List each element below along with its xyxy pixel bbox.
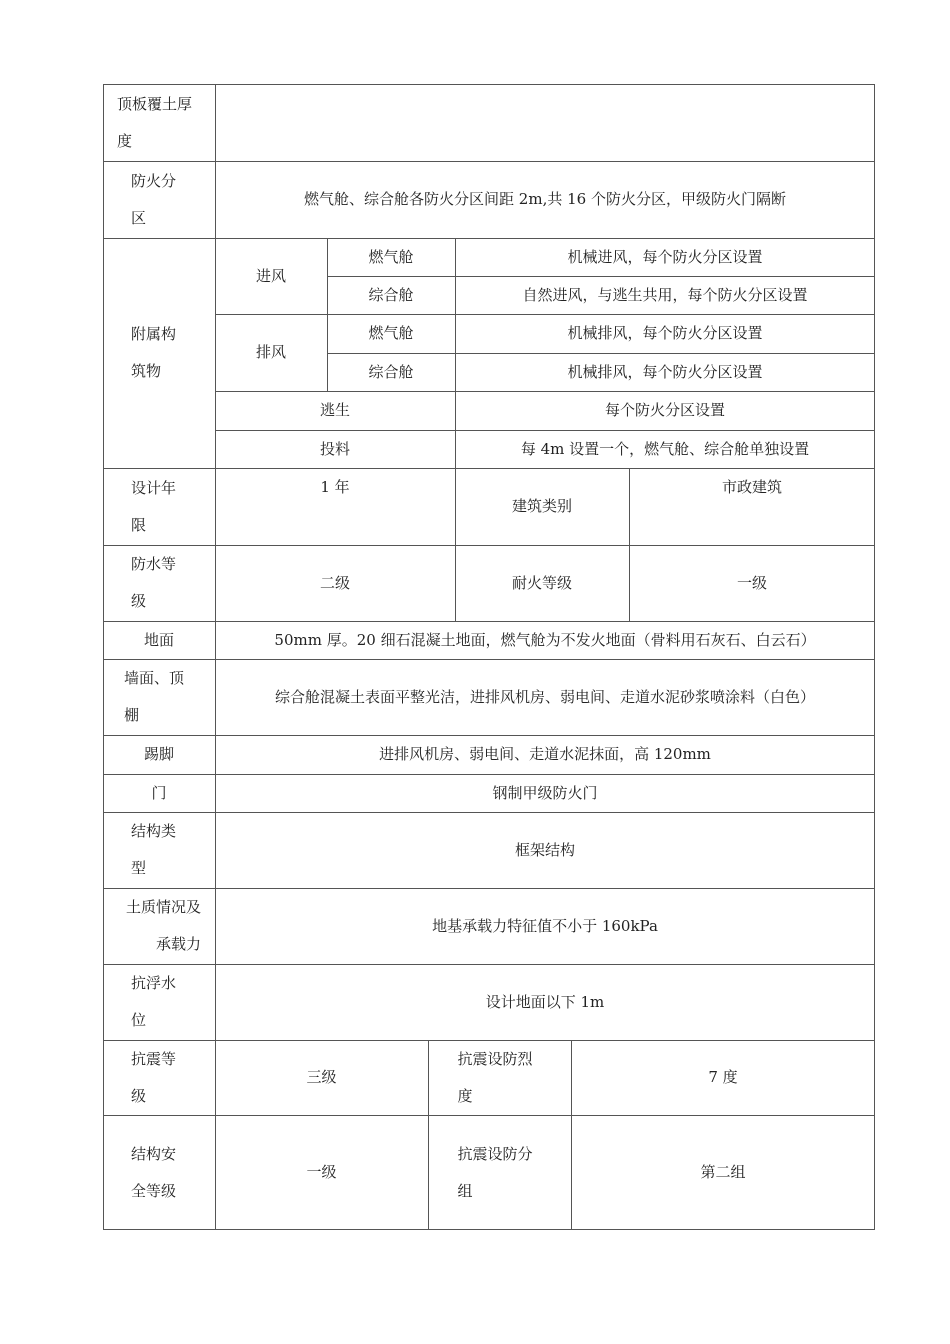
row-label-seismic-grade: 抗震等级 <box>131 1049 177 1105</box>
row-label-structural-safety-grade: 结构安全等级 <box>131 1144 177 1200</box>
row-label-anti-float-water-level: 抗浮水位 <box>131 974 177 1029</box>
escape-value: 每个防火分区设置 <box>604 401 725 419</box>
row-label-wall-ceiling: 墙面、顶棚 <box>124 669 185 724</box>
intake-gas-cabin-value: 机械进风，每个防火分区设置 <box>567 247 763 266</box>
row-label-fire-zone: 防火分区 <box>131 171 177 227</box>
row-label-door: 门 <box>151 783 167 802</box>
row-label-roof-soil: 顶板覆土厚度 <box>117 94 193 150</box>
exhaust-combined-cabin-label: 综合舱 <box>368 362 414 381</box>
row-value-floor: 50mm 厚。20 细石混凝土地面，燃气舱为不发火地面（骨料用石灰石、白云石） <box>274 630 816 649</box>
row-label-design-life: 设计年限 <box>131 478 177 534</box>
row-label-soil-bearing: 土质情况及承载力 <box>125 898 201 953</box>
building-category-value: 市政建筑 <box>721 478 782 496</box>
row-label-waterproof-grade: 防水等级 <box>131 555 177 610</box>
row-label-attached-structures: 附属构筑物 <box>131 325 177 380</box>
seismic-grade-value: 三级 <box>306 1068 337 1086</box>
row-value-fire-zone: 燃气舱、综合舱各防火分区间距 2m,共 16 个防火分区，甲级防火门隔断 <box>304 190 786 208</box>
intake-combined-cabin-label: 综合舱 <box>368 285 414 304</box>
row-label-structure-type: 结构类型 <box>131 822 177 877</box>
intake-gas-cabin-label: 燃气舱 <box>368 247 414 266</box>
structural-safety-value: 一级 <box>306 1163 337 1181</box>
exhaust-label: 排风 <box>255 343 286 361</box>
seismic-group-value: 第二组 <box>700 1163 746 1181</box>
intake-label: 进风 <box>255 266 286 285</box>
row-label-skirting: 踢脚 <box>143 745 174 763</box>
row-value-soil-bearing: 地基承载力特征值不小于 160kPa <box>432 916 658 935</box>
fire-resistance-value: 一级 <box>736 573 767 592</box>
waterproof-grade-value: 二级 <box>319 573 350 592</box>
exhaust-combined-cabin-value: 机械排风，每个防火分区设置 <box>567 362 763 381</box>
row-label-floor: 地面 <box>143 630 174 649</box>
seismic-intensity-value: 7 度 <box>708 1068 738 1086</box>
design-life-value: 1 年 <box>320 478 350 496</box>
fire-resistance-label: 耐火等级 <box>511 573 572 592</box>
exhaust-gas-cabin-label: 燃气舱 <box>368 324 414 342</box>
row-value-structure-type: 框架结构 <box>514 840 575 859</box>
row-value-door: 钢制甲级防火门 <box>492 783 598 802</box>
row-value-wall-ceiling: 综合舱混凝土表面平整光洁，进排风机房、弱电间、走道水泥砂浆喷涂料（白色） <box>274 687 815 706</box>
feed-label: 投料 <box>319 439 350 458</box>
seismic-intensity-label: 抗震设防烈度 <box>457 1049 533 1105</box>
row-value-anti-float-water-level: 设计地面以下 1m <box>485 992 605 1011</box>
exhaust-gas-cabin-value: 机械排风，每个防火分区设置 <box>567 324 763 342</box>
building-category-label: 建筑类别 <box>511 497 572 515</box>
row-value-roof-soil <box>215 84 875 161</box>
seismic-group-label: 抗震设防分组 <box>457 1144 533 1200</box>
feed-value: 每 4m 设置一个，燃气舱、综合舱单独设置 <box>520 439 810 458</box>
escape-label: 逃生 <box>319 401 350 419</box>
intake-combined-cabin-value: 自然进风，与逃生共用，每个防火分区设置 <box>522 285 808 304</box>
row-value-skirting: 进排风机房、弱电间、走道水泥抹面，高 120mm <box>379 745 711 763</box>
